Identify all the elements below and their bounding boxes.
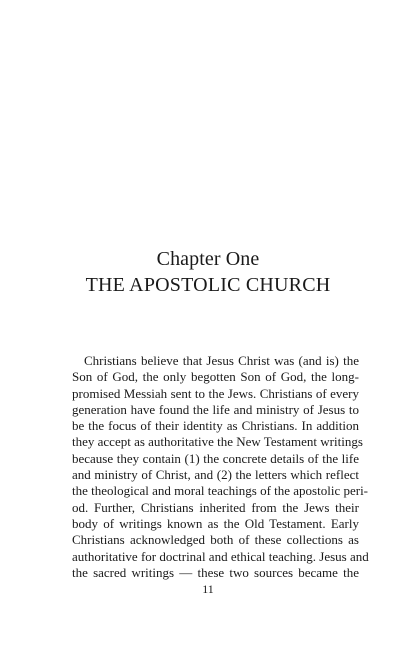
text-line: because they contain (1) the concrete details of the life	[72, 450, 359, 466]
text-line: and ministry of Christ, and (2) the letters which reflect	[72, 467, 359, 483]
text-line: they accept as authoritative the New Testament writings	[72, 434, 363, 450]
text-line: the sacred writings — these two sources became the	[72, 564, 359, 580]
body-paragraph	[72, 353, 369, 581]
text-line: be the focus of their identity as Christians. In addition	[72, 418, 359, 434]
text-line: generation have found the life and ministry of Jesus to	[72, 401, 359, 417]
chapter-heading	[0, 246, 416, 298]
text-line: body of writings known as the Old Testament. Early	[72, 515, 359, 531]
text-line: promised Messiah sent to the Jews. Christians of every	[72, 385, 359, 401]
chapter-number: Chapter One	[156, 248, 260, 270]
text-line: authoritative for doctrinal and ethical teaching. Jesus and	[72, 548, 369, 564]
text-line: Christians acknowledged both of these collections as	[72, 532, 359, 548]
text-line: Christians believe that Jesus Christ was (and is) the	[84, 353, 359, 368]
chapter-title: THE APOSTOLIC CHURCH	[85, 274, 331, 296]
text-line: Son of God, the only begotten Son of God, the long-	[72, 369, 359, 385]
text-line: od. Further, Christians inherited from the Jews their	[72, 499, 359, 515]
page-number: 11	[202, 582, 214, 596]
text-line: the theological and moral teachings of the apostolic peri-	[72, 483, 369, 499]
